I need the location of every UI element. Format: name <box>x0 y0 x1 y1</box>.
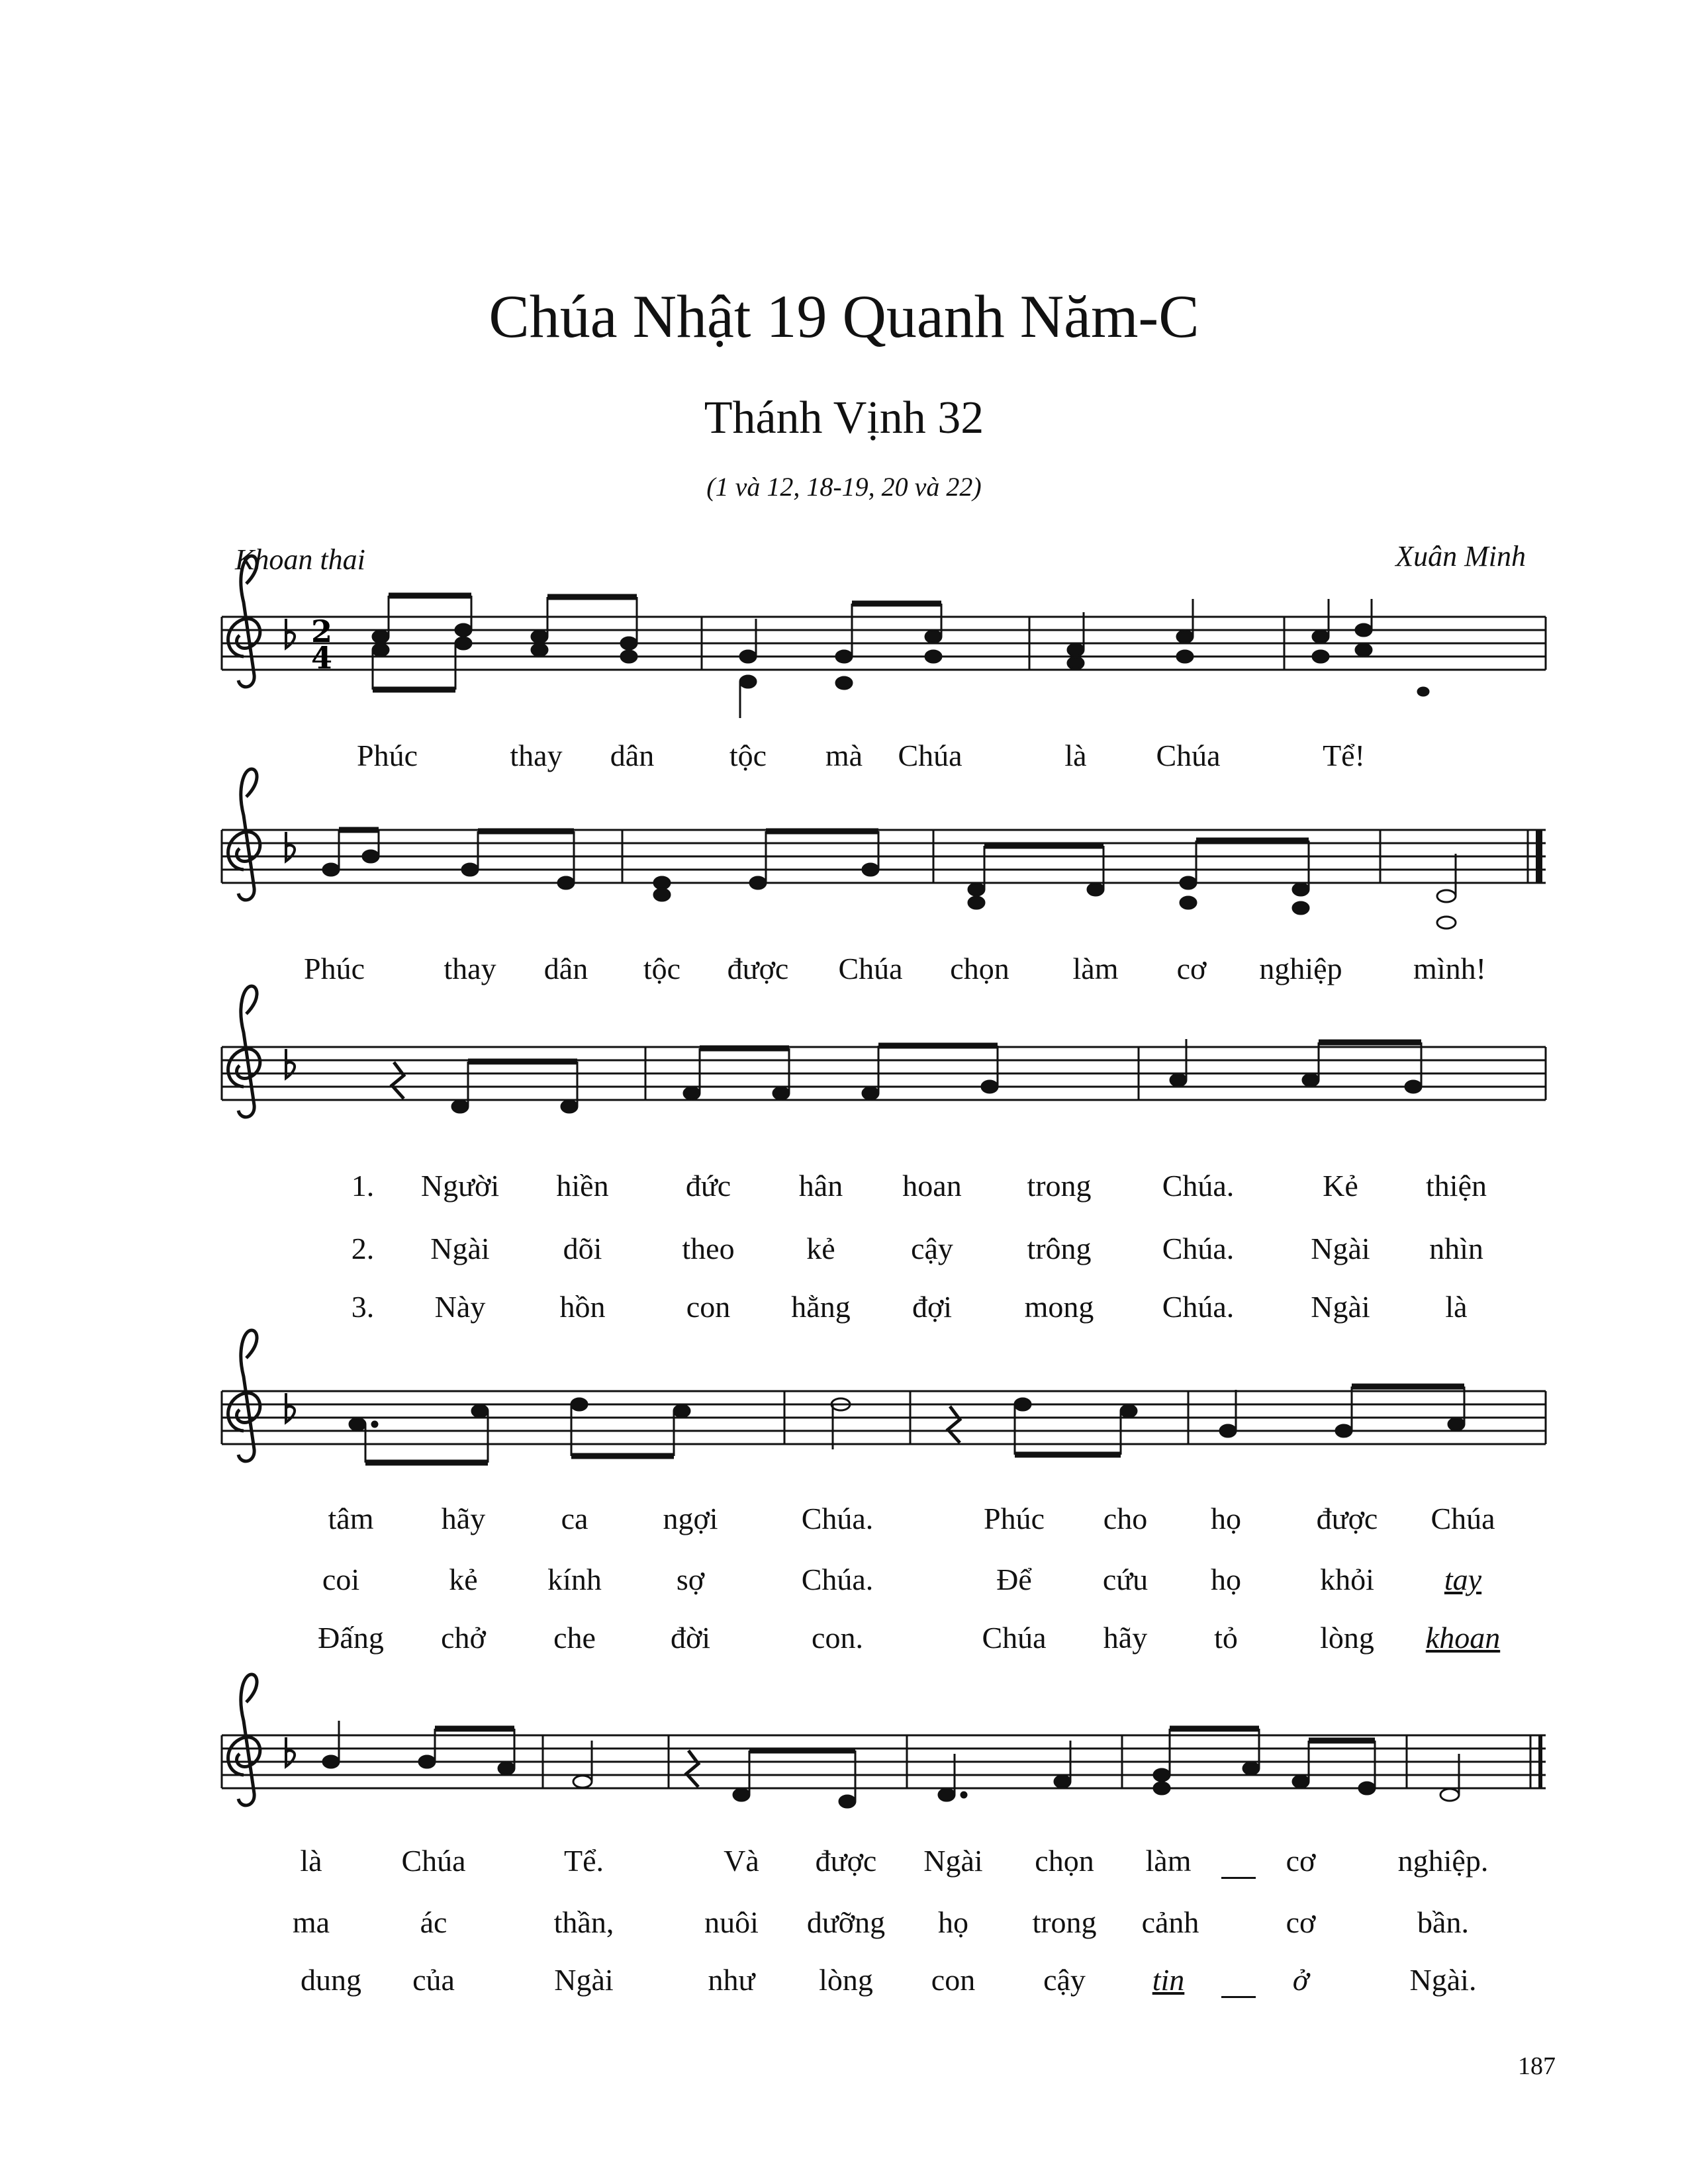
lyric-word: tin <box>1152 1963 1185 1997</box>
lyric-word: tâm <box>328 1502 374 1535</box>
lyric-word: cơ <box>1286 1905 1316 1939</box>
lyric-word: Và <box>724 1844 759 1878</box>
lyric-word: hân <box>798 1169 843 1203</box>
lyric-word: chọn <box>1035 1844 1094 1878</box>
lyric-word: nuôi <box>704 1905 759 1939</box>
lyric-word: sợ <box>676 1563 705 1596</box>
lyric-word: trong <box>1027 1169 1092 1203</box>
lyric-word: Kẻ <box>1323 1169 1358 1203</box>
lyric-word: Chúa <box>1156 739 1221 772</box>
lyric-word: cơ <box>1176 952 1207 985</box>
lyric-word: bần. <box>1417 1905 1469 1939</box>
lyric-word: Phúc <box>304 952 365 985</box>
lyric-word: Chúa <box>401 1844 466 1878</box>
treble-clef-icon <box>228 769 260 900</box>
lyric-word: Ngài <box>1311 1232 1370 1265</box>
melisma-line <box>1221 1996 1256 1998</box>
lyric-word: kẻ <box>806 1232 835 1265</box>
lyric-word: Ngài <box>923 1844 983 1878</box>
lyric-word: Ngài <box>554 1963 614 1997</box>
lyric-word: làm <box>1072 952 1119 985</box>
treble-clef-icon <box>228 1330 260 1461</box>
lyric-word: nhìn <box>1429 1232 1483 1265</box>
lyric-word: Để <box>996 1563 1032 1596</box>
lyric-word: con. <box>812 1621 863 1655</box>
lyric-word: tỏ <box>1214 1621 1238 1655</box>
lyric-word: khỏi <box>1320 1563 1374 1596</box>
lyric-word: được <box>727 952 789 985</box>
lyric-word: thần, <box>553 1905 614 1939</box>
lyric-word: nghiệp <box>1259 952 1342 985</box>
lyric-word: lòng <box>819 1963 873 1997</box>
lyric-word: dưỡng <box>806 1905 886 1939</box>
staff-system-1 <box>222 617 1546 670</box>
psalm-subtitle: Thánh Vịnh 32 <box>704 392 984 443</box>
lyric-word: hãy <box>1103 1621 1148 1655</box>
lyric-word: được <box>815 1844 877 1878</box>
lyric-word: là <box>1445 1290 1468 1324</box>
treble-clef-icon <box>228 1674 260 1805</box>
lyric-word: là <box>1064 739 1087 772</box>
lyric-word: cậy <box>1043 1963 1086 1997</box>
melisma-line <box>1221 1877 1256 1879</box>
lyric-word: kẻ <box>449 1563 478 1596</box>
lyric-word: con <box>686 1290 731 1324</box>
verse-number: 1. <box>351 1169 375 1203</box>
lyric-word: thay <box>510 739 563 772</box>
lyric-word: chở <box>441 1621 486 1655</box>
lyric-word: trong <box>1032 1905 1097 1939</box>
lyric-word: Ngài <box>430 1232 490 1265</box>
lyric-word: Ngài. <box>1409 1963 1477 1997</box>
lyric-word: chọn <box>950 952 1009 985</box>
lyric-word: dung <box>301 1963 361 1997</box>
lyric-word: Chúa <box>898 739 962 772</box>
lyric-word: tộc <box>729 739 767 772</box>
verse-number: 3. <box>351 1290 375 1324</box>
lyric-word: Phúc <box>357 739 418 772</box>
lyric-word: Chúa. <box>801 1563 874 1596</box>
lyric-word: coi <box>322 1563 360 1596</box>
notes-system-2 <box>323 830 1456 929</box>
verse-number: 2. <box>351 1232 375 1265</box>
lyric-word: như <box>708 1963 755 1997</box>
lyric-word: Này <box>434 1290 486 1324</box>
lyric-word: theo <box>682 1232 735 1265</box>
lyric-word: Phúc <box>984 1502 1045 1535</box>
lyric-word: dõi <box>563 1232 602 1265</box>
verse-reference: (1 và 12, 18-19, 20 và 22) <box>706 472 982 502</box>
lyric-word: dân <box>610 739 655 772</box>
staff-system-2 <box>222 830 1546 883</box>
lyric-word: ác <box>420 1905 447 1939</box>
lyric-word: Người <box>420 1169 500 1203</box>
svg-text:2: 2 <box>311 614 333 649</box>
lyric-word: cơ <box>1286 1844 1316 1878</box>
treble-clef-icon <box>228 556 260 687</box>
lyric-word: kính <box>547 1563 602 1596</box>
lyric-word: đời <box>670 1621 711 1655</box>
lyric-word: ma <box>292 1905 330 1939</box>
lyric-word: Chúa <box>1430 1502 1495 1535</box>
lyric-word: họ <box>938 1905 968 1939</box>
page-title: Chúa Nhật 19 Quanh Năm-C <box>489 283 1199 350</box>
lyric-word: Chúa <box>982 1621 1047 1655</box>
lyric-word: họ <box>1211 1563 1241 1596</box>
lyric-word: Chúa <box>838 952 903 985</box>
lyric-word: ở <box>1292 1963 1309 1997</box>
lyric-word: hoan <box>902 1169 962 1203</box>
lyric-word: tộc <box>643 952 681 985</box>
lyric-word: cảnh <box>1141 1905 1199 1939</box>
lyric-word: mình! <box>1413 952 1486 985</box>
lyric-word: cậy <box>911 1232 953 1265</box>
lyric-word: che <box>553 1621 596 1655</box>
lyric-word: trông <box>1027 1232 1092 1265</box>
lyric-word: hồn <box>559 1290 606 1324</box>
lyric-word: khoan <box>1425 1621 1501 1655</box>
lyric-word: của <box>412 1963 455 1997</box>
svg-text:4: 4 <box>311 640 333 676</box>
lyric-word: Chúa. <box>1162 1232 1235 1265</box>
tempo-marking: Khoan thai <box>235 543 365 576</box>
lyric-word: làm <box>1145 1844 1192 1878</box>
staff-system-3 <box>222 1047 1546 1100</box>
lyric-word: lòng <box>1320 1621 1374 1655</box>
lyric-word: là <box>300 1844 322 1878</box>
lyric-word: thiện <box>1426 1169 1487 1203</box>
lyric-word: họ <box>1211 1502 1241 1535</box>
lyric-word: tay <box>1444 1563 1482 1596</box>
lyric-word: hiền <box>556 1169 609 1203</box>
lyric-word: Chúa. <box>801 1502 874 1535</box>
lyric-word: cho <box>1103 1502 1148 1535</box>
lyric-word: Tể. <box>563 1844 604 1878</box>
lyric-word: Chúa. <box>1162 1290 1235 1324</box>
lyric-word: đợi <box>912 1290 953 1324</box>
lyric-word: Đấng <box>318 1621 384 1655</box>
lyric-word: dân <box>543 952 588 985</box>
lyric-word: cứu <box>1102 1563 1149 1596</box>
notes-system-3 <box>392 1039 1421 1113</box>
lyric-word: con <box>931 1963 976 1997</box>
lyric-word: hãy <box>441 1502 486 1535</box>
lyric-word: mong <box>1024 1290 1094 1324</box>
page-number: 187 <box>1518 2052 1556 2080</box>
lyric-word: nghiệp. <box>1397 1844 1489 1878</box>
lyric-word: thay <box>444 952 496 985</box>
lyric-word: ngợi <box>663 1502 718 1535</box>
lyric-word: đức <box>685 1169 731 1203</box>
lyric-word: hằng <box>791 1290 851 1324</box>
treble-clef-icon <box>228 986 260 1117</box>
notes-system-4 <box>350 1387 1464 1463</box>
lyric-word: mà <box>825 739 863 772</box>
lyric-word: Chúa. <box>1162 1169 1235 1203</box>
lyric-word: Tể! <box>1323 739 1365 772</box>
lyric-word: Ngài <box>1311 1290 1370 1324</box>
lyric-word: được <box>1316 1502 1378 1535</box>
notes-system-5 <box>323 1721 1459 1807</box>
composer-name: Xuân Minh <box>1395 540 1526 572</box>
lyric-word: ca <box>561 1502 588 1535</box>
